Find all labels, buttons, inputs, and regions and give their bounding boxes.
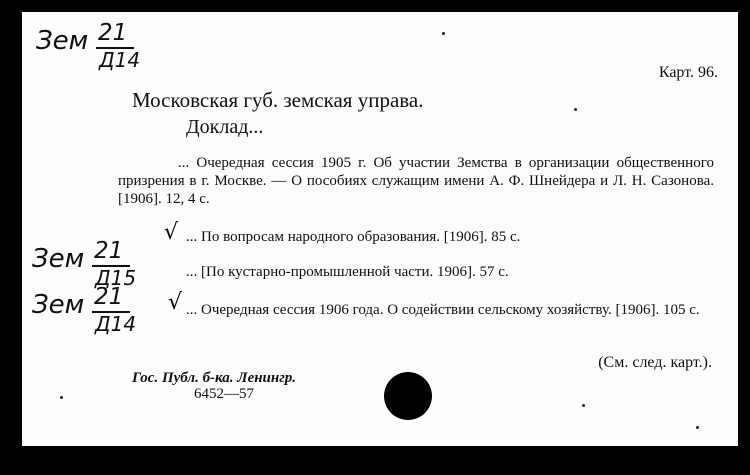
entry-text: ... Очередная сессия 1906 года. О содействии сельскому хозяйству. [1906]. 105 с. <box>186 302 700 318</box>
handwritten-call-mark <box>32 238 137 290</box>
see-next-card: (См. след. карт.). <box>598 354 712 371</box>
subheading: Доклад... <box>186 116 264 138</box>
call-denominator: Д14 <box>99 48 141 72</box>
speck <box>574 108 577 111</box>
stamp-number: 6452—57 <box>194 386 254 402</box>
call-prefix: Зем <box>32 290 85 320</box>
speck <box>696 426 699 429</box>
punch-hole <box>384 372 432 420</box>
call-numerator: 21 <box>94 284 124 310</box>
call-numerator: 21 <box>94 238 124 264</box>
entry-text: ... Очередная сессия 1905 г. Об участии Земства в организации общественного призрения в г. Москве. — О пособиях служащим имени А. Ф. Шнейдера и Л. Н. Сазонова. [1906]. 12, 4 с. <box>118 155 714 207</box>
speck <box>582 404 585 407</box>
entry-text: ... [По кустарно-промышленной части. 1906]. 57 с. <box>186 264 509 280</box>
library-stamp: Гос. Публ. б-ка. Ленингр. <box>132 370 297 386</box>
heading: Московская губ. земская управа. <box>132 88 424 112</box>
card-number: Карт. 96. <box>658 64 718 81</box>
entry-text: ... По вопросам народного образования. [1906]. 85 с. <box>186 229 521 245</box>
call-prefix: Зем <box>32 244 85 274</box>
check-mark-icon: √ <box>168 290 183 315</box>
catalog-card <box>22 12 738 446</box>
call-denominator: Д14 <box>95 312 137 336</box>
call-denominator: Д15 <box>95 266 137 290</box>
call-numerator: 21 <box>98 20 128 46</box>
speck <box>442 32 445 35</box>
speck <box>60 396 63 399</box>
handwritten-call-mark <box>32 284 137 336</box>
check-mark-icon: √ <box>164 220 179 245</box>
handwritten-call-mark <box>36 20 141 72</box>
call-prefix: Зем <box>36 26 89 56</box>
